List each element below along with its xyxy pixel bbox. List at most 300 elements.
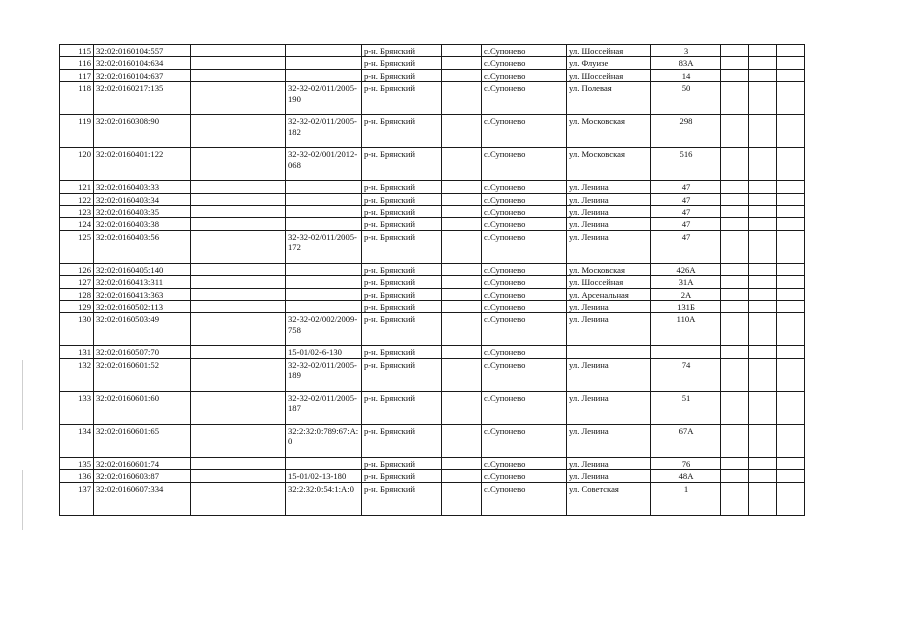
row-number-cell: 127 <box>60 276 94 288</box>
registration-number-cell <box>286 288 362 300</box>
empty-cell <box>749 45 777 57</box>
house-number-cell: 1 <box>651 482 721 515</box>
house-number-cell: 76 <box>651 457 721 469</box>
empty-cell <box>777 358 805 391</box>
street-cell: ул. Шоссейная <box>567 69 651 81</box>
empty-cell <box>777 206 805 218</box>
empty-cell <box>721 82 749 115</box>
house-number-cell: 47 <box>651 193 721 205</box>
house-number-cell <box>651 346 721 358</box>
house-number-cell: 2А <box>651 288 721 300</box>
row-number-cell: 125 <box>60 230 94 263</box>
district-cell: р-н. Брянский <box>362 288 442 300</box>
district-cell: р-н. Брянский <box>362 230 442 263</box>
empty-cell <box>191 193 286 205</box>
empty-cell <box>191 263 286 275</box>
table-row <box>60 115 805 148</box>
empty-cell <box>749 313 777 346</box>
house-number-cell: 47 <box>651 181 721 193</box>
settlement-cell: с.Супонево <box>482 358 567 391</box>
district-cell: р-н. Брянский <box>362 263 442 275</box>
registration-number-cell: 32-32-02/011/2005-172 <box>286 230 362 263</box>
registration-number-cell <box>286 181 362 193</box>
settlement-cell: с.Супонево <box>482 45 567 57</box>
registration-number-cell <box>286 206 362 218</box>
empty-cell <box>721 230 749 263</box>
register-body <box>60 45 805 516</box>
row-number-cell: 128 <box>60 288 94 300</box>
cadastral-number-cell: 32:02:0160503:49 <box>94 313 191 346</box>
empty-cell <box>442 301 482 313</box>
empty-cell <box>749 148 777 181</box>
empty-cell <box>777 313 805 346</box>
house-number-cell: 131Б <box>651 301 721 313</box>
settlement-cell: с.Супонево <box>482 457 567 469</box>
empty-cell <box>749 470 777 482</box>
cadastral-number-cell: 32:02:0160403:38 <box>94 218 191 230</box>
table-row <box>60 391 805 424</box>
street-cell: ул. Московская <box>567 115 651 148</box>
cadastral-number-cell: 32:02:0160104:637 <box>94 69 191 81</box>
district-cell: р-н. Брянский <box>362 424 442 457</box>
settlement-cell: с.Супонево <box>482 57 567 69</box>
empty-cell <box>777 424 805 457</box>
empty-cell <box>721 218 749 230</box>
district-cell: р-н. Брянский <box>362 470 442 482</box>
cadastral-number-cell: 32:02:0160607:334 <box>94 482 191 515</box>
table-row <box>60 358 805 391</box>
empty-cell <box>749 457 777 469</box>
empty-cell <box>442 276 482 288</box>
property-register-table <box>59 44 805 516</box>
street-cell: ул. Ленина <box>567 457 651 469</box>
row-number-cell: 115 <box>60 45 94 57</box>
district-cell: р-н. Брянский <box>362 45 442 57</box>
row-number-cell: 136 <box>60 470 94 482</box>
empty-cell <box>749 181 777 193</box>
table-row <box>60 45 805 57</box>
district-cell: р-н. Брянский <box>362 206 442 218</box>
settlement-cell: с.Супонево <box>482 193 567 205</box>
empty-cell <box>721 57 749 69</box>
cadastral-number-cell: 32:02:0160601:52 <box>94 358 191 391</box>
settlement-cell: с.Супонево <box>482 82 567 115</box>
table-row <box>60 69 805 81</box>
empty-cell <box>777 470 805 482</box>
empty-cell <box>749 482 777 515</box>
house-number-cell: 3 <box>651 45 721 57</box>
row-number-cell: 121 <box>60 181 94 193</box>
cadastral-number-cell: 32:02:0160403:34 <box>94 193 191 205</box>
empty-cell <box>442 482 482 515</box>
table-row <box>60 346 805 358</box>
empty-cell <box>442 69 482 81</box>
empty-cell <box>191 288 286 300</box>
empty-cell <box>721 288 749 300</box>
house-number-cell: 51 <box>651 391 721 424</box>
street-cell: ул. Московская <box>567 263 651 275</box>
empty-cell <box>721 313 749 346</box>
settlement-cell: с.Супонево <box>482 482 567 515</box>
table-row <box>60 230 805 263</box>
empty-cell <box>777 482 805 515</box>
street-cell: ул. Ленина <box>567 181 651 193</box>
empty-cell <box>442 148 482 181</box>
row-number-cell: 131 <box>60 346 94 358</box>
cadastral-number-cell: 32:02:0160601:60 <box>94 391 191 424</box>
registration-number-cell <box>286 69 362 81</box>
empty-cell <box>777 181 805 193</box>
table-row <box>60 193 805 205</box>
empty-cell <box>777 457 805 469</box>
empty-cell <box>777 263 805 275</box>
empty-cell <box>749 288 777 300</box>
registration-number-cell <box>286 263 362 275</box>
empty-cell <box>721 206 749 218</box>
registration-number-cell: 15-01/02-13-180 <box>286 470 362 482</box>
district-cell: р-н. Брянский <box>362 181 442 193</box>
settlement-cell: с.Супонево <box>482 263 567 275</box>
empty-cell <box>749 424 777 457</box>
empty-cell <box>191 313 286 346</box>
empty-cell <box>442 358 482 391</box>
registration-number-cell: 32:2:32:0:54:1:А:0 <box>286 482 362 515</box>
street-cell: ул. Ленина <box>567 358 651 391</box>
empty-cell <box>191 181 286 193</box>
empty-cell <box>442 288 482 300</box>
empty-cell <box>442 346 482 358</box>
empty-cell <box>777 57 805 69</box>
cadastral-number-cell: 32:02:0160405:140 <box>94 263 191 275</box>
district-cell: р-н. Брянский <box>362 313 442 346</box>
registration-number-cell: 32-32-02/002/2009-758 <box>286 313 362 346</box>
district-cell: р-н. Брянский <box>362 218 442 230</box>
registration-number-cell <box>286 218 362 230</box>
street-cell: ул. Шоссейная <box>567 45 651 57</box>
row-number-cell: 137 <box>60 482 94 515</box>
street-cell <box>567 346 651 358</box>
street-cell: ул. Ленина <box>567 206 651 218</box>
house-number-cell: 516 <box>651 148 721 181</box>
empty-cell <box>721 193 749 205</box>
table-row <box>60 288 805 300</box>
empty-cell <box>777 301 805 313</box>
row-number-cell: 132 <box>60 358 94 391</box>
empty-cell <box>442 313 482 346</box>
district-cell: р-н. Брянский <box>362 57 442 69</box>
registration-number-cell: 32-32-02/011/2005-189 <box>286 358 362 391</box>
empty-cell <box>191 206 286 218</box>
house-number-cell: 298 <box>651 115 721 148</box>
empty-cell <box>749 193 777 205</box>
house-number-cell: 47 <box>651 230 721 263</box>
house-number-cell: 74 <box>651 358 721 391</box>
house-number-cell: 48А <box>651 470 721 482</box>
empty-cell <box>777 230 805 263</box>
row-number-cell: 126 <box>60 263 94 275</box>
empty-cell <box>191 218 286 230</box>
empty-cell <box>721 391 749 424</box>
empty-cell <box>749 82 777 115</box>
empty-cell <box>721 45 749 57</box>
table-row <box>60 148 805 181</box>
registration-number-cell: 15-01/02-6-130 <box>286 346 362 358</box>
street-cell: ул. Флуизе <box>567 57 651 69</box>
empty-cell <box>442 218 482 230</box>
street-cell: ул. Ленина <box>567 193 651 205</box>
house-number-cell: 14 <box>651 69 721 81</box>
registration-number-cell <box>286 457 362 469</box>
empty-cell <box>777 69 805 81</box>
empty-cell <box>721 181 749 193</box>
empty-cell <box>442 82 482 115</box>
district-cell: р-н. Брянский <box>362 457 442 469</box>
street-cell: ул. Советская <box>567 482 651 515</box>
empty-cell <box>191 45 286 57</box>
empty-cell <box>749 358 777 391</box>
row-number-cell: 122 <box>60 193 94 205</box>
registration-number-cell <box>286 276 362 288</box>
empty-cell <box>777 193 805 205</box>
empty-cell <box>749 69 777 81</box>
table-row <box>60 301 805 313</box>
district-cell: р-н. Брянский <box>362 358 442 391</box>
empty-cell <box>721 470 749 482</box>
empty-cell <box>191 148 286 181</box>
empty-cell <box>777 391 805 424</box>
empty-cell <box>442 45 482 57</box>
settlement-cell: с.Супонево <box>482 181 567 193</box>
cadastral-number-cell: 32:02:0160603:87 <box>94 470 191 482</box>
district-cell: р-н. Брянский <box>362 69 442 81</box>
row-number-cell: 130 <box>60 313 94 346</box>
empty-cell <box>749 391 777 424</box>
settlement-cell: с.Супонево <box>482 313 567 346</box>
row-number-cell: 120 <box>60 148 94 181</box>
cadastral-number-cell: 32:02:0160502:113 <box>94 301 191 313</box>
empty-cell <box>721 424 749 457</box>
house-number-cell: 50 <box>651 82 721 115</box>
district-cell: р-н. Брянский <box>362 82 442 115</box>
settlement-cell: с.Супонево <box>482 301 567 313</box>
empty-cell <box>442 57 482 69</box>
empty-cell <box>191 482 286 515</box>
house-number-cell: 426А <box>651 263 721 275</box>
street-cell: ул. Ленина <box>567 301 651 313</box>
empty-cell <box>191 457 286 469</box>
house-number-cell: 47 <box>651 218 721 230</box>
registration-number-cell <box>286 57 362 69</box>
table-row <box>60 181 805 193</box>
row-number-cell: 116 <box>60 57 94 69</box>
street-cell: ул. Ленина <box>567 218 651 230</box>
district-cell: р-н. Брянский <box>362 115 442 148</box>
settlement-cell: с.Супонево <box>482 206 567 218</box>
scan-margin-mark <box>22 470 23 530</box>
registration-number-cell: 32-32-02/011/2005-187 <box>286 391 362 424</box>
empty-cell <box>777 148 805 181</box>
settlement-cell: с.Супонево <box>482 346 567 358</box>
empty-cell <box>749 57 777 69</box>
empty-cell <box>721 148 749 181</box>
empty-cell <box>442 115 482 148</box>
settlement-cell: с.Супонево <box>482 115 567 148</box>
cadastral-number-cell: 32:02:0160403:33 <box>94 181 191 193</box>
row-number-cell: 135 <box>60 457 94 469</box>
settlement-cell: с.Супонево <box>482 391 567 424</box>
empty-cell <box>721 69 749 81</box>
settlement-cell: с.Супонево <box>482 424 567 457</box>
street-cell: ул. Шоссейная <box>567 276 651 288</box>
empty-cell <box>749 276 777 288</box>
empty-cell <box>721 482 749 515</box>
cadastral-number-cell: 32:02:0160308:90 <box>94 115 191 148</box>
row-number-cell: 117 <box>60 69 94 81</box>
registration-number-cell: 32-32-02/001/2012-068 <box>286 148 362 181</box>
registration-number-cell: 32-32-02/011/2005-182 <box>286 115 362 148</box>
empty-cell <box>777 288 805 300</box>
street-cell: ул. Полевая <box>567 82 651 115</box>
district-cell: р-н. Брянский <box>362 276 442 288</box>
empty-cell <box>749 206 777 218</box>
empty-cell <box>777 82 805 115</box>
table-row <box>60 263 805 275</box>
empty-cell <box>191 346 286 358</box>
registration-number-cell <box>286 193 362 205</box>
street-cell: ул. Ленина <box>567 391 651 424</box>
settlement-cell: с.Супонево <box>482 470 567 482</box>
empty-cell <box>191 301 286 313</box>
empty-cell <box>721 346 749 358</box>
table-row <box>60 206 805 218</box>
settlement-cell: с.Супонево <box>482 276 567 288</box>
cadastral-number-cell: 32:02:0160601:65 <box>94 424 191 457</box>
empty-cell <box>191 69 286 81</box>
table-row <box>60 470 805 482</box>
row-number-cell: 119 <box>60 115 94 148</box>
table-row <box>60 57 805 69</box>
district-cell: р-н. Брянский <box>362 148 442 181</box>
empty-cell <box>191 57 286 69</box>
registration-number-cell: 32:2:32:0:789:67:А:0 <box>286 424 362 457</box>
row-number-cell: 123 <box>60 206 94 218</box>
cadastral-number-cell: 32:02:0160403:35 <box>94 206 191 218</box>
cadastral-number-cell: 32:02:0160104:557 <box>94 45 191 57</box>
empty-cell <box>721 457 749 469</box>
empty-cell <box>442 457 482 469</box>
empty-cell <box>749 218 777 230</box>
empty-cell <box>749 301 777 313</box>
empty-cell <box>749 346 777 358</box>
empty-cell <box>442 470 482 482</box>
empty-cell <box>191 391 286 424</box>
empty-cell <box>442 263 482 275</box>
empty-cell <box>721 115 749 148</box>
empty-cell <box>721 358 749 391</box>
cadastral-number-cell: 32:02:0160104:634 <box>94 57 191 69</box>
district-cell: р-н. Брянский <box>362 193 442 205</box>
house-number-cell: 83А <box>651 57 721 69</box>
scan-margin-mark <box>22 360 23 430</box>
empty-cell <box>721 276 749 288</box>
street-cell: ул. Арсенальная <box>567 288 651 300</box>
empty-cell <box>777 346 805 358</box>
registration-number-cell <box>286 301 362 313</box>
cadastral-number-cell: 32:02:0160413:363 <box>94 288 191 300</box>
settlement-cell: с.Супонево <box>482 218 567 230</box>
cadastral-number-cell: 32:02:0160413:311 <box>94 276 191 288</box>
row-number-cell: 124 <box>60 218 94 230</box>
empty-cell <box>777 45 805 57</box>
settlement-cell: с.Супонево <box>482 69 567 81</box>
empty-cell <box>442 206 482 218</box>
empty-cell <box>442 181 482 193</box>
cadastral-number-cell: 32:02:0160401:122 <box>94 148 191 181</box>
district-cell: р-н. Брянский <box>362 346 442 358</box>
street-cell: ул. Ленина <box>567 470 651 482</box>
table-row <box>60 82 805 115</box>
cadastral-number-cell: 32:02:0160217:135 <box>94 82 191 115</box>
table-row <box>60 313 805 346</box>
district-cell: р-н. Брянский <box>362 391 442 424</box>
settlement-cell: с.Супонево <box>482 230 567 263</box>
row-number-cell: 134 <box>60 424 94 457</box>
empty-cell <box>777 276 805 288</box>
empty-cell <box>442 391 482 424</box>
row-number-cell: 133 <box>60 391 94 424</box>
row-number-cell: 118 <box>60 82 94 115</box>
table-row <box>60 424 805 457</box>
row-number-cell: 129 <box>60 301 94 313</box>
street-cell: ул. Ленина <box>567 313 651 346</box>
empty-cell <box>191 230 286 263</box>
settlement-cell: с.Супонево <box>482 148 567 181</box>
empty-cell <box>777 218 805 230</box>
street-cell: ул. Ленина <box>567 230 651 263</box>
empty-cell <box>749 263 777 275</box>
district-cell: р-н. Брянский <box>362 482 442 515</box>
empty-cell <box>721 301 749 313</box>
empty-cell <box>442 230 482 263</box>
street-cell: ул. Ленина <box>567 424 651 457</box>
house-number-cell: 67А <box>651 424 721 457</box>
cadastral-number-cell: 32:02:0160403:56 <box>94 230 191 263</box>
empty-cell <box>749 115 777 148</box>
registration-number-cell: 32-32-02/011/2005-190 <box>286 82 362 115</box>
empty-cell <box>749 230 777 263</box>
street-cell: ул. Московская <box>567 148 651 181</box>
empty-cell <box>191 276 286 288</box>
settlement-cell: с.Супонево <box>482 288 567 300</box>
empty-cell <box>191 358 286 391</box>
empty-cell <box>777 115 805 148</box>
empty-cell <box>442 424 482 457</box>
cadastral-number-cell: 32:02:0160507:70 <box>94 346 191 358</box>
table-row <box>60 276 805 288</box>
table-row <box>60 482 805 515</box>
empty-cell <box>191 115 286 148</box>
district-cell: р-н. Брянский <box>362 301 442 313</box>
table-row <box>60 457 805 469</box>
empty-cell <box>191 82 286 115</box>
house-number-cell: 110А <box>651 313 721 346</box>
empty-cell <box>191 424 286 457</box>
table-row <box>60 218 805 230</box>
house-number-cell: 47 <box>651 206 721 218</box>
empty-cell <box>721 263 749 275</box>
registration-number-cell <box>286 45 362 57</box>
cadastral-number-cell: 32:02:0160601:74 <box>94 457 191 469</box>
